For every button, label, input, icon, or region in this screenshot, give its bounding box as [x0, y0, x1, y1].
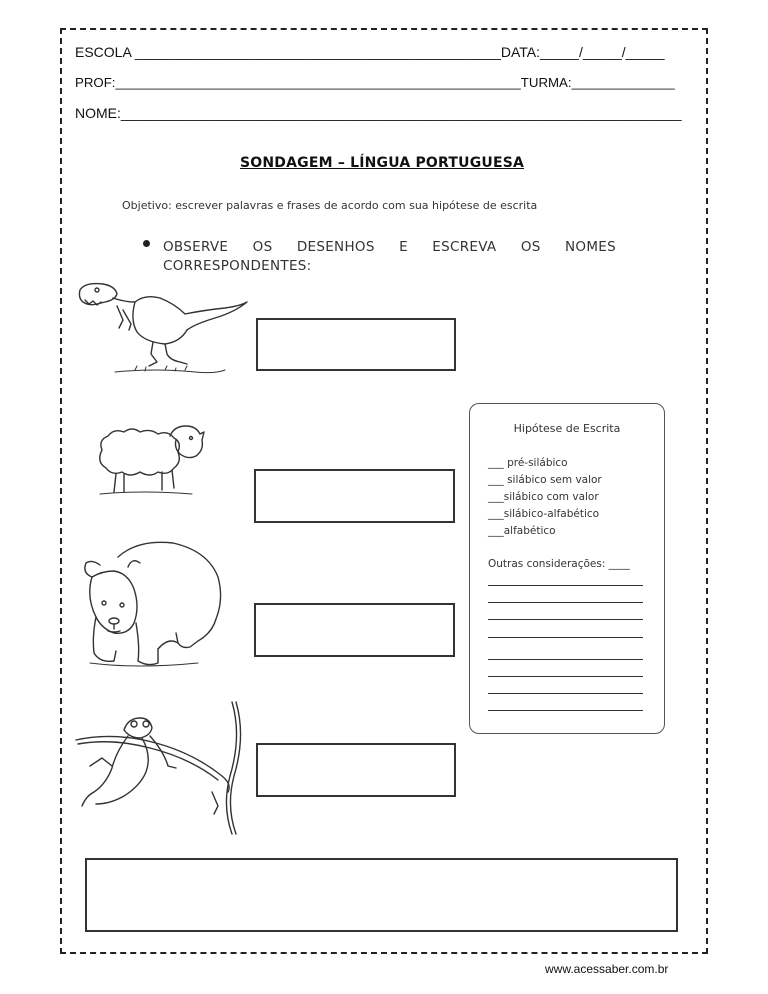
hypothesis-option-pre-syllabic[interactable]: ___ pré-silábico	[488, 457, 568, 469]
instruction-line-2: CORRESPONDENTES:	[163, 258, 312, 274]
objective-text: Objetivo: escrever palavras e frases de acordo com sua hipótese de escrita	[122, 199, 538, 212]
dinosaur-drawing-icon	[75, 280, 255, 380]
answer-box-dinosaur[interactable]	[256, 318, 456, 371]
notes-line[interactable]	[488, 619, 643, 620]
hypothesis-panel-title: Hipótese de Escrita	[513, 422, 621, 435]
notes-line[interactable]	[488, 585, 643, 586]
notes-line[interactable]	[488, 693, 643, 694]
hypothesis-option-syllabic-no-value[interactable]: ___ silábico sem valor	[488, 474, 602, 486]
hypothesis-option-syllabic-value[interactable]: ___silábico com valor	[488, 491, 599, 503]
notes-line[interactable]	[488, 659, 643, 660]
sheep-drawing-icon	[92, 420, 212, 500]
hypothesis-option-syllabic-alphabetic[interactable]: ___silábico-alfabético	[488, 508, 600, 520]
answer-box-bear[interactable]	[254, 603, 455, 657]
page-title: SONDAGEM – LÍNGUA PORTUGUESA	[240, 155, 525, 171]
answer-box-frog[interactable]	[256, 743, 456, 797]
answer-box-sheep[interactable]	[254, 469, 455, 523]
hypothesis-option-alphabetic[interactable]: ___alfabético	[488, 525, 556, 537]
student-name-field[interactable]: NOME:________________________________________________________________________	[75, 105, 682, 121]
frog-on-branch-drawing-icon	[72, 696, 244, 836]
notes-line[interactable]	[488, 637, 643, 638]
footer-url[interactable]: www.acessaber.com.br	[545, 962, 669, 976]
notes-line[interactable]	[488, 710, 643, 711]
notes-line[interactable]	[488, 676, 643, 677]
writing-hypothesis-panel	[469, 403, 665, 734]
sentence-answer-box[interactable]	[85, 858, 678, 932]
notes-line[interactable]	[488, 602, 643, 603]
teacher-class-field[interactable]: PROF:_______________________________________________________TURMA:______________	[75, 75, 675, 90]
bear-drawing-icon	[78, 537, 226, 673]
bullet-icon	[143, 240, 150, 247]
other-considerations-label[interactable]: Outras considerações: ____	[488, 558, 630, 570]
instruction-line-1: OBSERVE OS DESENHOS E ESCREVA OS NOMES	[163, 239, 616, 255]
school-date-field[interactable]: ESCOLA _______________________________________________DATA:_____/_____/_____	[75, 44, 665, 60]
